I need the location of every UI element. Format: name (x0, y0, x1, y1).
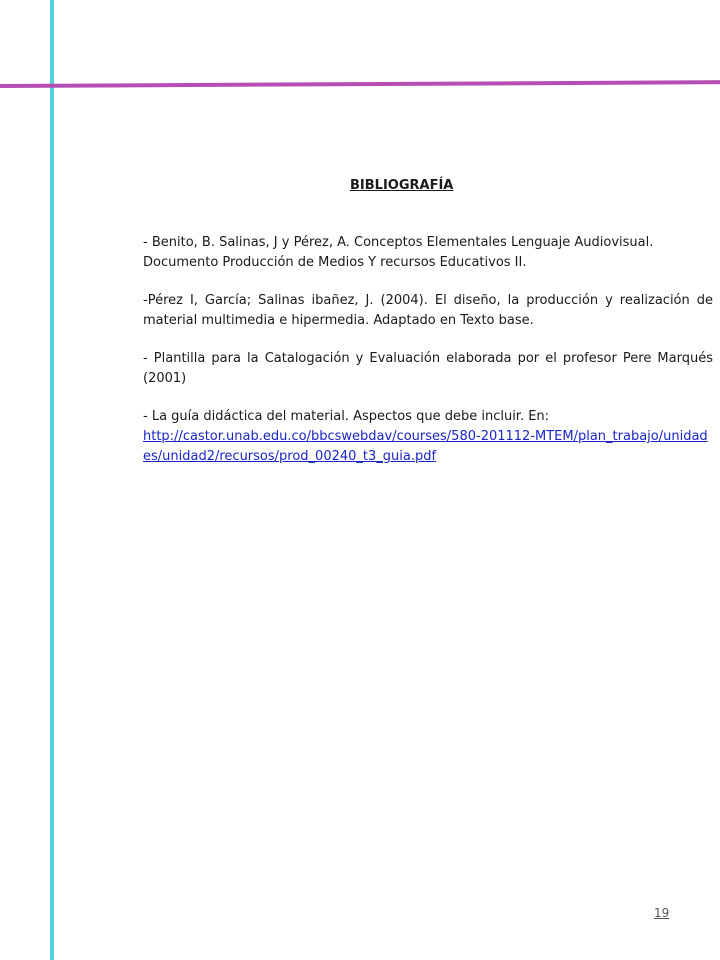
bibliography-heading: BIBLIOGRAFÍA (350, 178, 454, 193)
page-number: 19 (654, 906, 670, 920)
bibliography-entry-4-link[interactable]: http://castor.unab.edu.co/bbcswebdav/courses/580-201112-MTEM/plan_trabajo/unidades/unidad2/recursos/prod_00240_t3_guia.pdf (143, 429, 708, 464)
bibliography-entry-4-text: - La guía didáctica del material. Aspectos que debe incluir. En: (143, 409, 550, 424)
bibliography-entry-1: - Benito, B. Salinas, J y Pérez, A. Conceptos Elementales Lenguaje Audiovisual. Documento Producción de Medios Y recursos Educativos II. (143, 235, 654, 270)
bibliography-entry-2: -Pérez I, García; Salinas ibañez, J. (2004). El diseño, la producción y realización de material multimedia e hipermedia. Adaptado en Texto base. (143, 293, 713, 328)
bibliography-list (143, 233, 713, 485)
left-vertical-rule (50, 0, 54, 960)
bibliography-entry-4 (143, 407, 713, 467)
top-horizontal-rule (0, 80, 720, 88)
bibliography-entry-3: - Plantilla para la Catalogación y Evaluación elaborada por el profesor Pere Marqués (2001) (143, 351, 713, 386)
